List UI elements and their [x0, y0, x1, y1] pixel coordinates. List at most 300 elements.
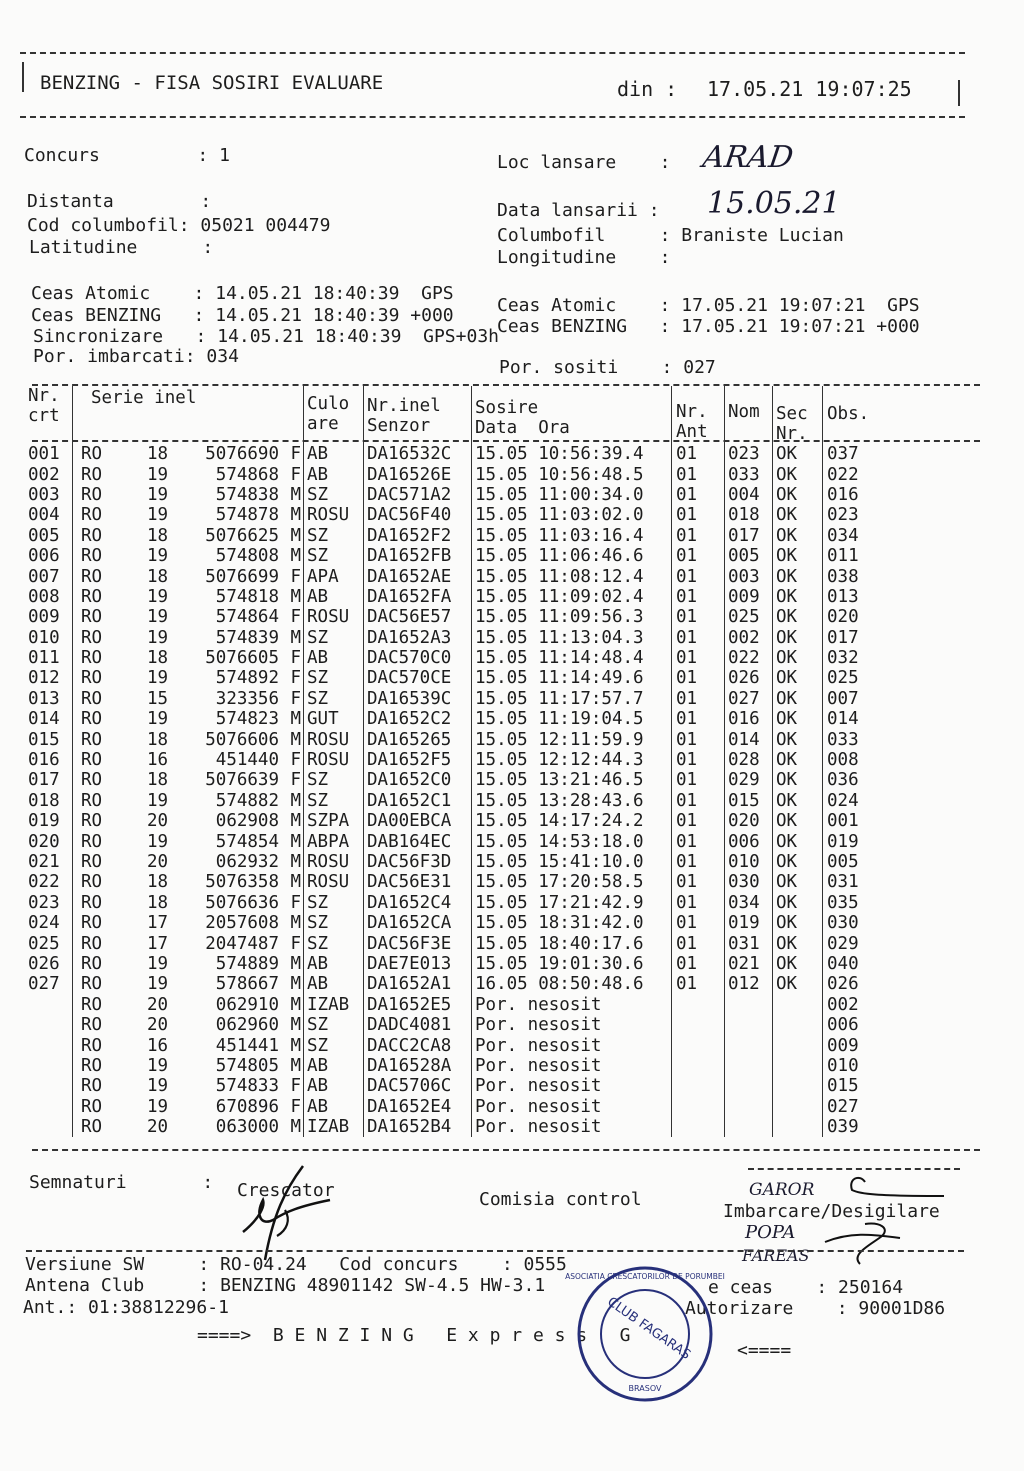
row-nr [28, 1097, 73, 1117]
row-culoare: SZ [304, 913, 364, 933]
row-tara: RO [81, 790, 103, 811]
row-nr: 005 [28, 526, 73, 546]
row-sosire: 15.05 17:20:58.5 [472, 872, 672, 892]
row-inel: 574892 [215, 668, 279, 689]
row-tara: RO [81, 933, 103, 954]
row-an: 19 [147, 464, 169, 485]
comisia-label: Comisia control [479, 1189, 642, 1210]
table-row [28, 546, 917, 566]
row-senzor: DA1652F2 [364, 526, 472, 546]
row-nom: 004 [725, 485, 773, 505]
row-sec: OK [773, 546, 823, 566]
row-sec: OK [773, 505, 823, 525]
row-nom: 034 [725, 893, 773, 913]
row-senzor: DA1652C0 [364, 770, 472, 790]
table-row [28, 913, 917, 933]
table-row [28, 1117, 917, 1137]
row-culoare: ABPA [304, 831, 364, 851]
row-an: 18 [147, 444, 169, 465]
row-senzor: DA16539C [364, 689, 472, 709]
table-row [28, 689, 917, 709]
row-tara: RO [81, 444, 103, 465]
row-sec: OK [773, 770, 823, 790]
row-ant [672, 1056, 725, 1076]
row-sec [773, 1015, 823, 1035]
row-culoare: SZ [304, 1015, 364, 1035]
row-ant: 01 [672, 811, 725, 831]
crescator-label: Crescator [237, 1180, 335, 1201]
row-senzor: DA00EBCA [364, 811, 472, 831]
clock-left-3: Sincronizare : 14.05.21 18:40:39 GPS+03h [33, 326, 499, 347]
row-ant: 01 [672, 485, 725, 505]
row-ant: 01 [672, 566, 725, 586]
row-ant [672, 1076, 725, 1096]
row-inel: 574833 [215, 1076, 279, 1097]
row-ant: 01 [672, 526, 725, 546]
row-nr: 023 [28, 893, 73, 913]
row-nr: 024 [28, 913, 73, 933]
row-sex: F [290, 688, 301, 709]
row-senzor: DA1652C2 [364, 709, 472, 729]
row-obs: 035 [823, 893, 918, 913]
row-inel: 2047487 [205, 933, 279, 954]
row-nr: 003 [28, 485, 73, 505]
concurs-field: Concurs : 1 [24, 145, 230, 166]
row-sec: OK [773, 974, 823, 994]
row-inel: 578667 [215, 974, 279, 995]
row-an: 19 [147, 586, 169, 607]
row-tara: RO [81, 892, 103, 913]
row-sec: OK [773, 893, 823, 913]
row-nr: 016 [28, 750, 73, 770]
row-inel: 451441 [215, 1035, 279, 1056]
row-inel: 062908 [215, 811, 279, 832]
row-sex: F [290, 444, 301, 465]
row-obs: 020 [823, 607, 918, 627]
row-tara: RO [81, 505, 103, 526]
stamp-outer: ASOCIATIA CRESCATORILOR DE PORUMBEI [565, 1272, 725, 1281]
row-ant: 01 [672, 505, 725, 525]
row-sex: M [290, 484, 301, 505]
row-sec: OK [773, 464, 823, 484]
row-nom: 031 [725, 933, 773, 953]
row-an: 16 [147, 750, 169, 771]
row-ant: 01 [672, 546, 725, 566]
row-ant: 01 [672, 852, 725, 872]
row-culoare: APA [304, 566, 364, 586]
row-culoare: AB [304, 444, 364, 464]
row-senzor: DAC56E57 [364, 607, 472, 627]
row-sosire: Por. nesosit [472, 1015, 672, 1035]
row-an: 20 [147, 852, 169, 872]
row-nom [725, 1056, 773, 1076]
row-culoare: IZAB [304, 1117, 364, 1137]
row-culoare: AB [304, 1076, 364, 1096]
row-culoare: SZ [304, 1035, 364, 1055]
row-inel: 574808 [215, 546, 279, 567]
row-nom: 021 [725, 954, 773, 974]
row-nom: 029 [725, 770, 773, 790]
row-nom: 014 [725, 729, 773, 749]
row-ant: 01 [672, 791, 725, 811]
row-obs: 019 [823, 831, 918, 851]
row-sosire: 15.05 18:31:42.0 [472, 913, 672, 933]
table-row [28, 464, 917, 484]
row-tara: RO [81, 729, 103, 750]
table-row [28, 811, 917, 831]
row-nom: 017 [725, 526, 773, 546]
row-inel: 574868 [215, 464, 279, 485]
row-obs: 022 [823, 464, 918, 484]
row-sec: OK [773, 628, 823, 648]
row-ant: 01 [672, 770, 725, 790]
row-an: 18 [147, 729, 169, 750]
table-row [28, 1097, 917, 1117]
row-nom [725, 995, 773, 1015]
row-sex: M [290, 1035, 301, 1056]
row-obs: 034 [823, 526, 918, 546]
footer-top-border [26, 1250, 964, 1252]
report-date: 17.05.21 19:07:25 [707, 77, 912, 101]
row-senzor: DA1652C4 [364, 893, 472, 913]
row-tara: RO [81, 1015, 103, 1036]
row-senzor: DA16532C [364, 444, 472, 464]
table-row [28, 709, 917, 729]
row-ant: 01 [672, 464, 725, 484]
row-sosire: 15.05 11:09:02.4 [472, 587, 672, 607]
row-senzor: DAC56E31 [364, 872, 472, 892]
row-sosire: 15.05 12:11:59.9 [472, 729, 672, 749]
header-obs: Obs. [823, 386, 918, 444]
row-tara: RO [81, 1035, 103, 1056]
row-an: 19 [147, 953, 169, 974]
clock-left-2: Ceas BENZING : 14.05.21 18:40:39 +000 [31, 305, 454, 326]
row-ant: 01 [672, 974, 725, 994]
row-tara: RO [81, 709, 103, 730]
row-obs: 031 [823, 872, 918, 892]
semnaturi-label: Semnaturi : [29, 1172, 214, 1193]
row-nom: 005 [725, 546, 773, 566]
row-nr [28, 1117, 73, 1137]
row-obs: 005 [823, 852, 918, 872]
row-senzor: DACC2CA8 [364, 1035, 472, 1055]
header-sec: Sec Nr. [773, 386, 823, 444]
row-an: 19 [147, 1055, 169, 1076]
row-culoare: SZ [304, 791, 364, 811]
row-sec [773, 995, 823, 1015]
row-inel: 5076636 [205, 892, 279, 913]
row-sosire: 15.05 11:03:02.0 [472, 505, 672, 525]
row-culoare: SZ [304, 933, 364, 953]
row-ant [672, 1097, 725, 1117]
row-an: 19 [147, 505, 169, 526]
row-sec: OK [773, 668, 823, 688]
row-nr: 014 [28, 709, 73, 729]
club-stamp [565, 1265, 725, 1403]
row-obs: 017 [823, 628, 918, 648]
table-row [28, 1015, 917, 1035]
row-sex: M [290, 546, 301, 567]
row-sec [773, 1097, 823, 1117]
row-nom: 018 [725, 505, 773, 525]
latitudine-field: Latitudine : [29, 237, 225, 258]
row-sosire: 15.05 10:56:39.4 [472, 444, 672, 464]
table-row [28, 852, 917, 872]
row-sex: M [290, 505, 301, 526]
row-tara: RO [81, 953, 103, 974]
row-sosire: Por. nesosit [472, 1076, 672, 1096]
row-inel: 5076358 [205, 872, 279, 893]
header-ant: Nr. Ant [672, 386, 725, 444]
row-an: 16 [147, 1035, 169, 1056]
row-sosire: 15.05 14:17:24.2 [472, 811, 672, 831]
row-obs: 013 [823, 587, 918, 607]
row-sosire: 15.05 19:01:30.6 [472, 954, 672, 974]
row-sex: M [290, 831, 301, 852]
row-sosire: 15.05 11:14:49.6 [472, 668, 672, 688]
row-culoare: ROSU [304, 505, 364, 525]
row-obs: 023 [823, 505, 918, 525]
row-sec [773, 1035, 823, 1055]
row-nr: 015 [28, 729, 73, 749]
row-an: 15 [147, 688, 169, 709]
row-nom: 016 [725, 709, 773, 729]
row-nom [725, 1035, 773, 1055]
row-ant: 01 [672, 750, 725, 770]
table-row [28, 933, 917, 953]
row-tara: RO [81, 586, 103, 607]
row-sec [773, 1076, 823, 1096]
row-sec: OK [773, 750, 823, 770]
row-culoare: SZ [304, 628, 364, 648]
row-sec: OK [773, 689, 823, 709]
row-sosire: Por. nesosit [472, 1056, 672, 1076]
row-an: 19 [147, 607, 169, 628]
row-an: 18 [147, 566, 169, 587]
row-inel: 5076606 [205, 729, 279, 750]
row-obs: 026 [823, 974, 918, 994]
row-an: 20 [147, 994, 169, 1015]
row-sex: F [290, 464, 301, 485]
row-obs: 010 [823, 1056, 918, 1076]
row-senzor: DA1652C1 [364, 791, 472, 811]
row-nr: 013 [28, 689, 73, 709]
row-culoare: IZAB [304, 995, 364, 1015]
table-row [28, 566, 917, 586]
row-an: 19 [147, 1076, 169, 1097]
footer-line2-right: Autorizare : 90001D86 [685, 1298, 946, 1319]
row-sex: M [290, 872, 301, 893]
row-senzor: DAC570CE [364, 668, 472, 688]
row-an: 19 [147, 831, 169, 852]
row-nr: 004 [28, 505, 73, 525]
row-tara: RO [81, 688, 103, 709]
row-nr: 027 [28, 974, 73, 994]
row-tara: RO [81, 525, 103, 546]
row-senzor: DA1652F5 [364, 750, 472, 770]
row-obs: 008 [823, 750, 918, 770]
row-nr [28, 1076, 73, 1096]
row-sec: OK [773, 526, 823, 546]
row-tara: RO [81, 546, 103, 567]
row-inel: 574889 [215, 953, 279, 974]
row-culoare: SZPA [304, 811, 364, 831]
header-nom: Nom [725, 386, 773, 444]
row-senzor: DA1652E5 [364, 995, 472, 1015]
row-inel: 2057608 [205, 913, 279, 934]
row-nr: 007 [28, 566, 73, 586]
footer-line1-right: e ceas : 250164 [708, 1277, 904, 1298]
row-inel: 574878 [215, 505, 279, 526]
row-sec: OK [773, 444, 823, 464]
row-sex: M [290, 1117, 301, 1138]
header-senzor: Nr.inel Senzor [364, 386, 472, 444]
row-ant: 01 [672, 872, 725, 892]
row-inel: 574805 [215, 1055, 279, 1076]
row-sosire: 15.05 14:53:18.0 [472, 831, 672, 851]
row-ant: 01 [672, 628, 725, 648]
row-an: 19 [147, 709, 169, 730]
row-sosire: 16.05 08:50:48.6 [472, 974, 672, 994]
row-sex: M [290, 1055, 301, 1076]
row-sex: F [290, 648, 301, 669]
footer-banner-end: <==== [737, 1340, 792, 1361]
row-culoare: SZ [304, 668, 364, 688]
row-senzor: DAC5706C [364, 1076, 472, 1096]
row-nom [725, 1015, 773, 1035]
row-obs: 009 [823, 1035, 918, 1055]
row-tara: RO [81, 627, 103, 648]
row-senzor: DA1652CA [364, 913, 472, 933]
commission-signatures [820, 1172, 960, 1282]
row-nom [725, 1117, 773, 1137]
row-sex: M [290, 586, 301, 607]
row-sex: M [290, 852, 301, 872]
row-nom [725, 1097, 773, 1117]
row-an: 20 [147, 1117, 169, 1138]
row-nr: 021 [28, 852, 73, 872]
row-nom: 020 [725, 811, 773, 831]
table-row [28, 1076, 917, 1096]
handwritten-loc: ARAD [700, 140, 796, 175]
row-nr: 022 [28, 872, 73, 892]
row-tara: RO [81, 1096, 103, 1117]
row-inel: 5076605 [205, 648, 279, 669]
row-inel: 670896 [215, 1096, 279, 1117]
row-nom: 009 [725, 587, 773, 607]
row-inel: 063000 [215, 1117, 279, 1138]
row-ant: 01 [672, 913, 725, 933]
row-culoare: ROSU [304, 750, 364, 770]
row-an: 18 [147, 525, 169, 546]
row-sosire: 15.05 13:21:46.5 [472, 770, 672, 790]
row-sosire: 15.05 11:08:12.4 [472, 566, 672, 586]
row-culoare: SZ [304, 770, 364, 790]
row-culoare: SZ [304, 893, 364, 913]
row-inel: 574838 [215, 484, 279, 505]
row-sec: OK [773, 954, 823, 974]
header-sosire: Sosire Data Ora [472, 386, 672, 444]
row-inel: 574864 [215, 607, 279, 628]
row-nom: 006 [725, 831, 773, 851]
row-inel: 574818 [215, 586, 279, 607]
row-obs: 039 [823, 1117, 918, 1137]
row-senzor: DA16528A [364, 1056, 472, 1076]
row-sec: OK [773, 852, 823, 872]
footer-line2-left: Antena Club : BENZING 48901142 SW-4.5 HW-3.1 [25, 1275, 546, 1296]
row-culoare: ROSU [304, 852, 364, 872]
row-tara: RO [81, 1117, 103, 1138]
row-an: 18 [147, 872, 169, 893]
row-senzor: DAC571A2 [364, 485, 472, 505]
row-sec: OK [773, 485, 823, 505]
row-culoare: AB [304, 974, 364, 994]
footer-line1-left: Versiune SW : RO-04.24 Cod concurs : 0555 [25, 1254, 567, 1275]
row-an: 19 [147, 484, 169, 505]
row-tara: RO [81, 974, 103, 995]
row-sex: F [290, 1076, 301, 1097]
row-sex: M [290, 974, 301, 995]
row-an: 19 [147, 974, 169, 995]
table-row [28, 770, 917, 790]
row-sex: F [290, 750, 301, 771]
header-nr: Nr. crt [28, 386, 73, 444]
columbofil-field: Columbofil : Braniste Lucian [497, 225, 844, 246]
row-sosire: 15.05 11:14:48.4 [472, 648, 672, 668]
row-sec: OK [773, 648, 823, 668]
row-senzor: DA1652A1 [364, 974, 472, 994]
row-tara: RO [81, 668, 103, 689]
row-an: 19 [147, 790, 169, 811]
table-header-row [28, 386, 917, 444]
handwritten-popa: POPA [745, 1222, 796, 1243]
row-senzor: DADC4081 [364, 1015, 472, 1035]
table-row [28, 729, 917, 749]
row-sosire: 15.05 15:41:10.0 [472, 852, 672, 872]
row-obs: 030 [823, 913, 918, 933]
row-senzor: DA165265 [364, 729, 472, 749]
row-sex: M [290, 811, 301, 832]
row-senzor: DAE7E013 [364, 954, 472, 974]
row-inel: 062910 [215, 994, 279, 1015]
row-ant [672, 1035, 725, 1055]
row-ant: 01 [672, 668, 725, 688]
row-sosire: 15.05 11:09:56.3 [472, 607, 672, 627]
row-sec: OK [773, 729, 823, 749]
table-row [28, 444, 917, 464]
row-ant: 01 [672, 954, 725, 974]
handwritten-fareas: FAREAS [742, 1246, 810, 1265]
row-inel: 574882 [215, 790, 279, 811]
row-sec: OK [773, 811, 823, 831]
row-sex: M [290, 709, 301, 730]
row-sec: OK [773, 791, 823, 811]
row-ant: 01 [672, 587, 725, 607]
row-obs: 037 [823, 444, 918, 464]
clock-left-4: Por. imbarcati: 034 [33, 346, 239, 367]
row-sec: OK [773, 587, 823, 607]
stamp-bottom: BRASOV [628, 1384, 662, 1393]
row-nr: 010 [28, 628, 73, 648]
row-tara: RO [81, 484, 103, 505]
cod-columbofil-field: Cod columbofil: 05021 004479 [27, 215, 331, 236]
row-sec [773, 1117, 823, 1137]
longitudine-field: Longitudine : [497, 247, 682, 268]
row-tara: RO [81, 811, 103, 832]
table-row [28, 872, 917, 892]
row-nr: 017 [28, 770, 73, 790]
row-ant: 01 [672, 893, 725, 913]
